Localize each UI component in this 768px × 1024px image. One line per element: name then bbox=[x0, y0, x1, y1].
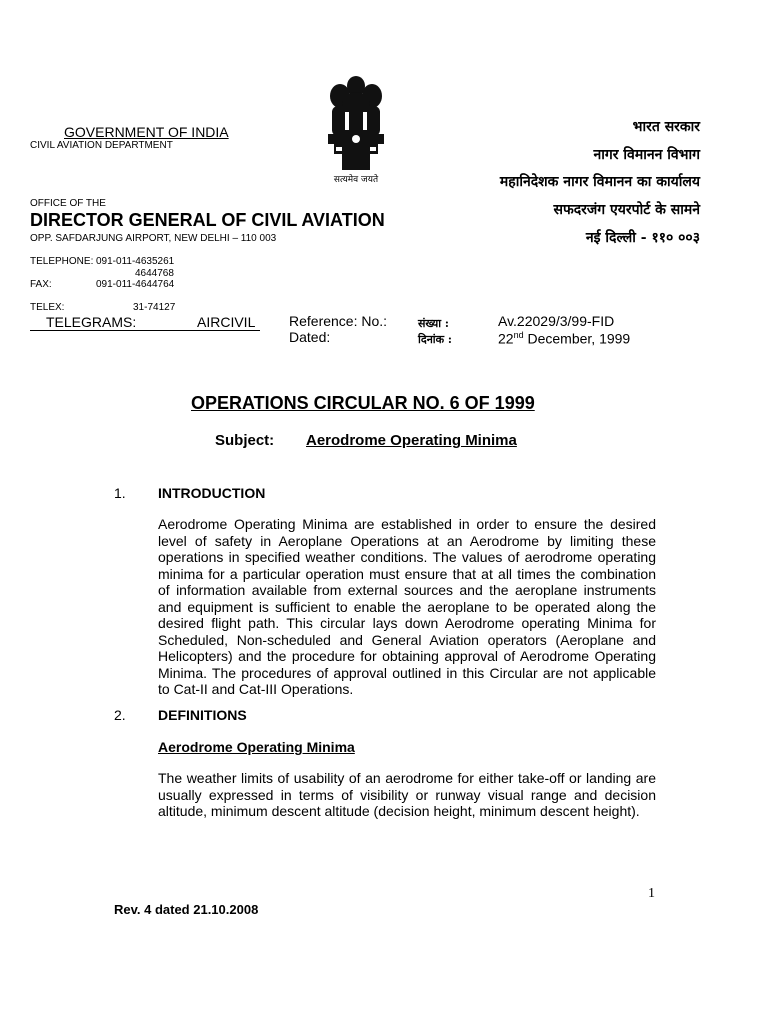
telex-label: TELEX: bbox=[30, 302, 65, 313]
hindi-line-4: सफदरजंग एयरपोर्ट के सामने bbox=[553, 202, 700, 218]
reference-hindi: संख्या : bbox=[418, 317, 449, 330]
telephone-2: 4644768 bbox=[135, 268, 174, 279]
date-day: 22 bbox=[498, 330, 514, 347]
reference-value: Av.22029/3/99-FID bbox=[498, 313, 615, 329]
dated-label: Dated: bbox=[289, 329, 331, 345]
national-emblem bbox=[318, 72, 394, 184]
date-value bbox=[498, 330, 630, 347]
date-rest: December, 1999 bbox=[523, 330, 631, 347]
section-2-heading: DEFINITIONS bbox=[158, 707, 247, 723]
civil-aviation-department: CIVIL AVIATION DEPARTMENT bbox=[30, 140, 173, 151]
section-2-number: 2. bbox=[114, 707, 126, 723]
subject-label: Subject: bbox=[215, 432, 275, 449]
lion-capital-icon bbox=[318, 72, 394, 184]
subject-value: Aerodrome Operating Minima bbox=[306, 432, 517, 449]
circular-title: OPERATIONS CIRCULAR NO. 6 OF 1999 bbox=[191, 393, 535, 413]
hindi-line-5: नई दिल्ली - ११० ००३ bbox=[585, 230, 700, 246]
telephone-label: TELEPHONE: bbox=[30, 256, 94, 267]
telegrams-value: AIRCIVIL bbox=[197, 314, 256, 330]
fax-value: 091-011-4644764 bbox=[96, 279, 175, 290]
telegrams-row bbox=[30, 314, 260, 331]
office-of-the: OFFICE OF THE bbox=[30, 198, 106, 209]
page-number: 1 bbox=[648, 886, 655, 901]
telegrams-label: TELEGRAMS: bbox=[46, 314, 137, 330]
address: OPP. SAFDARJUNG AIRPORT, NEW DELHI – 110 003 bbox=[30, 233, 277, 244]
section-1-text: Aerodrome Operating Minima are established in order to ensure the desired level of safety in Aeroplane Operations at an Aerodrome by limiting these operations in specified weather conditions. The values of aerodrome operating minima for a particular operation must ensure that at all times the combination of information available from external sources and the aeroplane instruments and equipment is sufficient to enable the aeroplane to be operated along the desired flight path. This circular lays down Aerodrome operating Minima for Scheduled, Non-scheduled and General Aviation operators (Aeroplane and Helicopters) and the procedure for obtaining approval of Aerodrome Operating Minima. The procedures of approval outlined in this Circular are not applicable to Cat-II and Cat-III Operations. bbox=[158, 516, 656, 697]
hindi-line-3: महानिदेशक नागर विमानन का कार्यालय bbox=[499, 174, 700, 190]
revision-note: Rev. 4 dated 21.10.2008 bbox=[114, 902, 259, 917]
reference-label: Reference: No.: bbox=[289, 313, 388, 329]
date-suffix: nd bbox=[513, 330, 524, 340]
emblem-motto: सत्यमेव जयते bbox=[333, 175, 379, 185]
dated-hindi: दिनांक : bbox=[418, 333, 452, 346]
section-1-heading: INTRODUCTION bbox=[158, 485, 266, 501]
section-1-number: 1. bbox=[114, 485, 126, 501]
hindi-line-1: भारत सरकार bbox=[632, 119, 700, 135]
telephone-1: 091-011-4635261 bbox=[96, 256, 175, 267]
hindi-line-2: नागर विमानन विभाग bbox=[593, 147, 700, 163]
section-2-subheading: Aerodrome Operating Minima bbox=[158, 739, 355, 755]
government-of-india: GOVERNMENT OF INDIA bbox=[64, 124, 229, 140]
fax-label: FAX: bbox=[30, 279, 52, 290]
section-2-text: The weather limits of usability of an aerodrome for either take-off or landing are usually expressed in terms of visibility or runway visual range and decision altitude, minimum descent altitude (decision height, minimum descent height). bbox=[158, 770, 656, 819]
dgca-title: DIRECTOR GENERAL OF CIVIL AVIATION bbox=[30, 210, 385, 230]
telex-value: 31-74127 bbox=[133, 302, 176, 313]
